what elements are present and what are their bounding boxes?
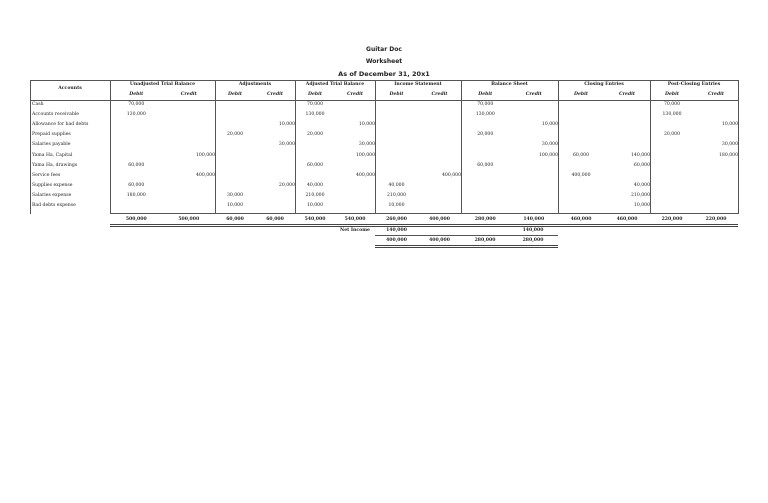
debit-column-header: Debit <box>129 92 144 97</box>
account-name: Cash <box>32 102 44 107</box>
debit-column-header: Debit <box>478 92 493 97</box>
credit-column-header: Credit <box>618 92 636 97</box>
column-group-header: Income Statement <box>394 82 442 87</box>
totals-rule <box>110 213 738 214</box>
amount-cell: 100,000 <box>196 152 215 158</box>
amount-cell: 10,000 <box>226 203 244 208</box>
debit-column-header: Debit <box>574 92 588 97</box>
amount-cell: 130,000 <box>662 112 682 118</box>
amount-cell: 10,000 <box>358 122 375 128</box>
amount-cell: 40,000 <box>633 182 650 188</box>
amount-cell: 60,000 <box>477 162 494 168</box>
amount-cell: 400,000 <box>196 172 215 178</box>
total-cell: 500,000 <box>125 217 147 223</box>
account-name: Accounts receivable <box>32 112 79 118</box>
amount-cell: 70,000 <box>306 102 324 107</box>
amount-cell: 20,000 <box>278 182 295 188</box>
debit-column-header: Debit <box>665 92 679 97</box>
debit-column-header: Debit <box>389 92 404 97</box>
total-cell: 140,000 <box>523 217 545 223</box>
amount-cell: 60,000 <box>572 152 590 158</box>
total-cell: 280,000 <box>474 217 496 223</box>
totals-double-rule <box>110 224 738 227</box>
amount-cell: 40,000 <box>306 182 324 188</box>
total-cell: 60,000 <box>226 217 244 223</box>
amount-cell: 140,000 <box>631 152 650 158</box>
amount-cell: 30,000 <box>541 142 558 148</box>
company-name: Guitar Doc <box>366 46 402 53</box>
amount-cell: 30,000 <box>278 142 295 148</box>
amount-cell: 30,000 <box>721 142 738 148</box>
amount-cell: 10,000 <box>721 122 738 128</box>
column-group-header: Adjusted Trial Balance <box>305 82 365 87</box>
amount-cell: 20,000 <box>477 132 494 138</box>
total-cell: 60,000 <box>266 217 284 223</box>
amount-cell: 10,000 <box>541 122 558 128</box>
net-income-rule <box>375 235 558 236</box>
amount-cell: 100,000 <box>539 152 558 158</box>
total-cell: 220,000 <box>661 217 683 223</box>
amount-cell: 70,000 <box>663 102 681 107</box>
final-total-is-credit: 400,000 <box>429 238 450 244</box>
total-cell: 540,000 <box>344 217 366 223</box>
final-total-is-debit: 400,000 <box>386 238 407 244</box>
final-total-bs-credit: 280,000 <box>522 238 544 244</box>
column-divider <box>30 80 31 214</box>
total-cell: 500,000 <box>178 217 200 223</box>
total-cell: 540,000 <box>304 217 326 223</box>
column-group-header: Unadjusted Trial Balance <box>129 82 196 87</box>
amount-cell: 130,000 <box>126 112 146 118</box>
amount-cell: 130,000 <box>475 112 495 118</box>
amount-cell: 210,000 <box>387 192 406 198</box>
amount-cell: 30,000 <box>358 142 375 148</box>
column-group-header: Balance Sheet <box>491 82 528 87</box>
amount-cell: 10,000 <box>388 203 405 208</box>
amount-cell: 400,000 <box>442 172 461 178</box>
accounts-column-header: Accounts <box>58 86 82 91</box>
amount-cell: 100,000 <box>356 152 375 158</box>
net-income-debit: 140,000 <box>386 228 407 234</box>
total-cell: 260,000 <box>386 217 407 223</box>
account-name: Salaries payable <box>32 142 71 148</box>
credit-column-header: Credit <box>346 92 364 97</box>
amount-cell: 60,000 <box>633 162 650 168</box>
account-name: Bad debts expense <box>32 203 76 208</box>
column-group-header: Post-Closing Entries <box>667 82 721 87</box>
amount-cell: 60,000 <box>128 162 145 168</box>
column-divider <box>558 80 559 214</box>
total-cell: 460,000 <box>570 217 592 223</box>
amount-cell: 400,000 <box>356 172 375 178</box>
amount-cell: 70,000 <box>128 102 145 107</box>
amount-cell: 20,000 <box>663 132 681 138</box>
amount-cell: 30,000 <box>226 192 244 198</box>
amount-cell: 40,000 <box>388 182 405 188</box>
amount-cell: 180,000 <box>719 152 738 158</box>
debit-column-header: Debit <box>308 92 322 97</box>
net-income-label: Net Income <box>340 228 370 234</box>
amount-cell: 400,000 <box>571 172 591 178</box>
debit-column-header: Debit <box>228 92 242 97</box>
credit-column-header: Credit <box>525 92 542 97</box>
total-cell: 220,000 <box>705 217 727 223</box>
account-name: Yama Ha, drawings <box>32 162 78 168</box>
net-income-credit: 140,000 <box>522 228 544 234</box>
account-name: Yama Ha, Capital <box>32 152 73 158</box>
amount-cell: 210,000 <box>305 192 325 198</box>
amount-cell: 20,000 <box>306 132 324 138</box>
column-group-header: Adjustments <box>238 82 272 87</box>
amount-cell: 130,000 <box>305 112 325 118</box>
credit-column-header: Credit <box>707 92 725 97</box>
worksheet-title: Worksheet <box>365 58 403 65</box>
amount-cell: 10,000 <box>306 203 324 208</box>
credit-column-header: Credit <box>180 92 197 97</box>
total-cell: 460,000 <box>616 217 638 223</box>
account-name: Salaries expense <box>32 192 72 198</box>
final-double-rule <box>375 245 558 248</box>
final-total-bs-debit: 280,000 <box>474 238 496 244</box>
worksheet-table <box>30 80 738 244</box>
credit-column-header: Credit <box>266 92 284 97</box>
amount-cell: 20,000 <box>226 132 244 138</box>
amount-cell: 210,000 <box>631 192 650 198</box>
column-group-header: Closing Entries <box>584 82 624 87</box>
account-name: Prepaid supplies <box>32 132 71 138</box>
amount-cell: 10,000 <box>278 122 295 128</box>
column-divider <box>738 80 739 214</box>
worksheet-date: As of December 31, 20x1 <box>338 70 430 78</box>
amount-cell: 70,000 <box>477 102 494 107</box>
amount-cell: 60,000 <box>306 162 324 168</box>
account-name: Supplies expense <box>32 182 73 188</box>
account-name: Allowance for bad debts <box>32 122 89 128</box>
amount-cell: 180,000 <box>126 192 146 198</box>
credit-column-header: Credit <box>431 92 448 97</box>
amount-cell: 60,000 <box>128 182 145 188</box>
total-cell: 400,000 <box>429 217 450 223</box>
amount-cell: 10,000 <box>633 203 650 208</box>
account-name: Service fees <box>32 172 61 178</box>
